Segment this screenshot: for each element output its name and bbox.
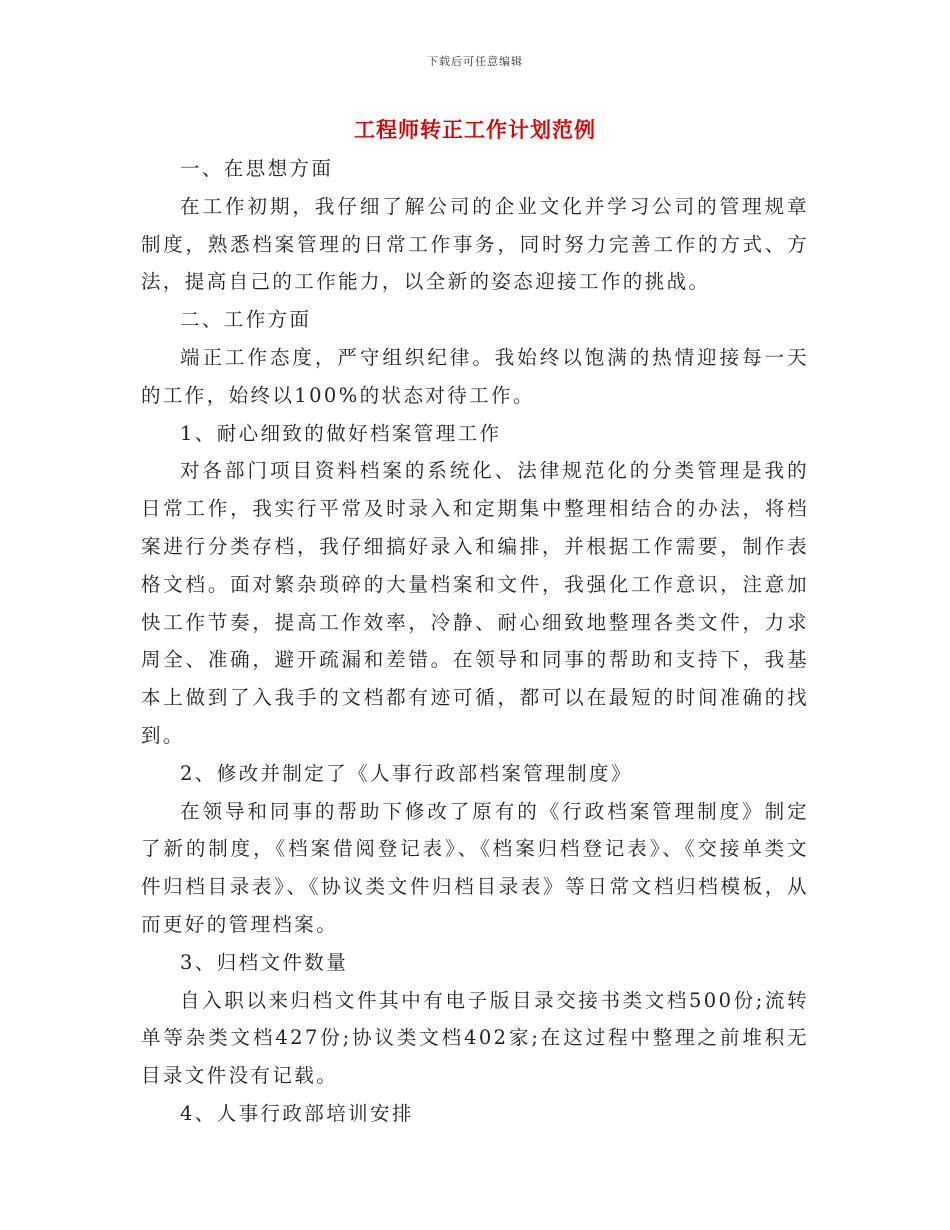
document-title: 工程师转正工作计划范例 <box>354 117 596 142</box>
subheading-archive-management: 1、耐心细致的做好档案管理工作 <box>180 421 502 445</box>
paragraph-archive-count: 自入职以来归档文件其中有电子版目录交接书类文档500份;流转单等杂类文档427份;协议类文档402家;在这过程中整理之前堆积无目录文件没有记载。 <box>141 988 809 1088</box>
subheading-archive-count: 3、归档文件数量 <box>180 950 349 974</box>
paragraph-archive-rules: 在领导和同事的帮助下修改了原有的《行政档案管理制度》制定了新的制度，《档案借阅登记表》、《档案归档登记表》、《交接单类文件归档目录表》、《协议类文件归档目录表》等日常文档归档模板，从而更好的管理档案。 <box>141 799 809 936</box>
subheading-training: 4、人事行政部培训安排 <box>180 1101 414 1125</box>
section-heading-thinking: 一、在思想方面 <box>180 157 334 180</box>
section-heading-work: 二、工作方面 <box>180 308 312 332</box>
subheading-archive-rules: 2、修改并制定了《人事行政部档案管理制度》 <box>180 761 633 785</box>
header-note: 下载后可任意编辑 <box>427 55 523 68</box>
document-body <box>141 150 809 1133</box>
paragraph-work-attitude: 端正工作态度，严守组织纪律。我始终以饱满的热情迎接每一天的工作，始终以100%的状态对待工作。 <box>141 345 809 407</box>
paragraph-archive-management: 对各部门项目资料档案的系统化、法律规范化的分类管理是我的日常工作，我实行平常及时录入和定期集中整理相结合的办法，将档案进行分类存档，我仔细搞好录入和编排，并根据工作需要，制作表格文档。面对繁杂琐碎的大量档案和文件，我强化工作意识，注意加快工作节奏，提高工作效率，冷静、耐心细致地整理各类文件，力求周全、准确，避开疏漏和差错。在领导和同事的帮助和支持下，我基本上做到了入我手的文档都有迹可循，都可以在最短的时间准确的找到。 <box>141 459 809 747</box>
paragraph-thinking: 在工作初期，我仔细了解公司的企业文化并学习公司的管理规章制度，熟悉档案管理的日常工作事务，同时努力完善工作的方式、方法，提高自己的工作能力，以全新的姿态迎接工作的挑战。 <box>141 194 809 294</box>
